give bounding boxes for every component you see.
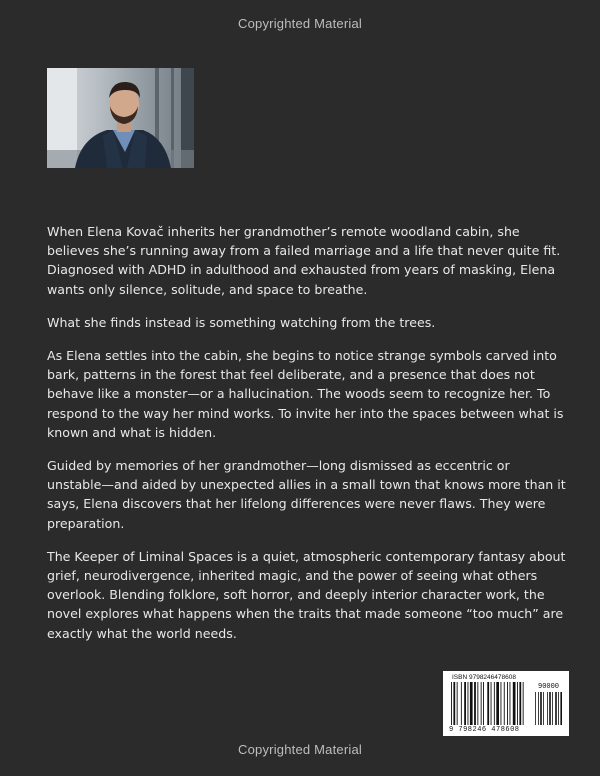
- author-photo: [47, 68, 194, 168]
- blurb-paragraph-4: Guided by memories of her grandmother—long dismissed as eccentric or unstable—and aided by unexpected allies in a small town that knows more than it says, Elena discovers that her lifelong differences were never flaws. They were preparation.: [47, 458, 566, 531]
- copyright-watermark-top: Copyrighted Material: [238, 16, 362, 31]
- blurb-paragraph-3: As Elena settles into the cabin, she begins to notice strange symbols carved into bark, patterns in the forest that feel deliberate, and a presence that does not behave like a monster—or a hallucination. The woods seem to recognize her. To respond to the way her mind works. To invite her into the spaces between what is known and what is hidden.: [47, 348, 564, 440]
- blurb-paragraph-5: The Keeper of Liminal Spaces is a quiet, atmospheric contemporary fantasy about grief, neurodivergence, inherited magic, and the power of seeing what others overlook. Blending folklore, soft horror, and deeply interior character work, the novel explores what happens when the traits that made someone “too much” are exactly what the world needs.: [47, 548, 566, 641]
- isbn-label: ISBN 9798246478608: [452, 674, 516, 681]
- price-code: 90000: [538, 683, 560, 691]
- blurb-paragraph-1: When Elena Kovač inherits her grandmother’s remote woodland cabin, she believes she’s running away from a failed marriage and a life that never quite fit. Diagnosed with ADHD in adulthood and exhausted from years of masking, Elena wants only silence, solitude, and space to breathe.: [47, 224, 561, 297]
- author-portrait-image: [47, 68, 194, 168]
- copyright-watermark-bottom: Copyrighted Material: [238, 742, 362, 757]
- book-description: [47, 222, 567, 657]
- isbn-digits: 9 798246 478608: [449, 726, 520, 734]
- blurb-paragraph-2: What she finds instead is something watching from the trees.: [47, 314, 436, 330]
- isbn-barcode: [443, 671, 569, 736]
